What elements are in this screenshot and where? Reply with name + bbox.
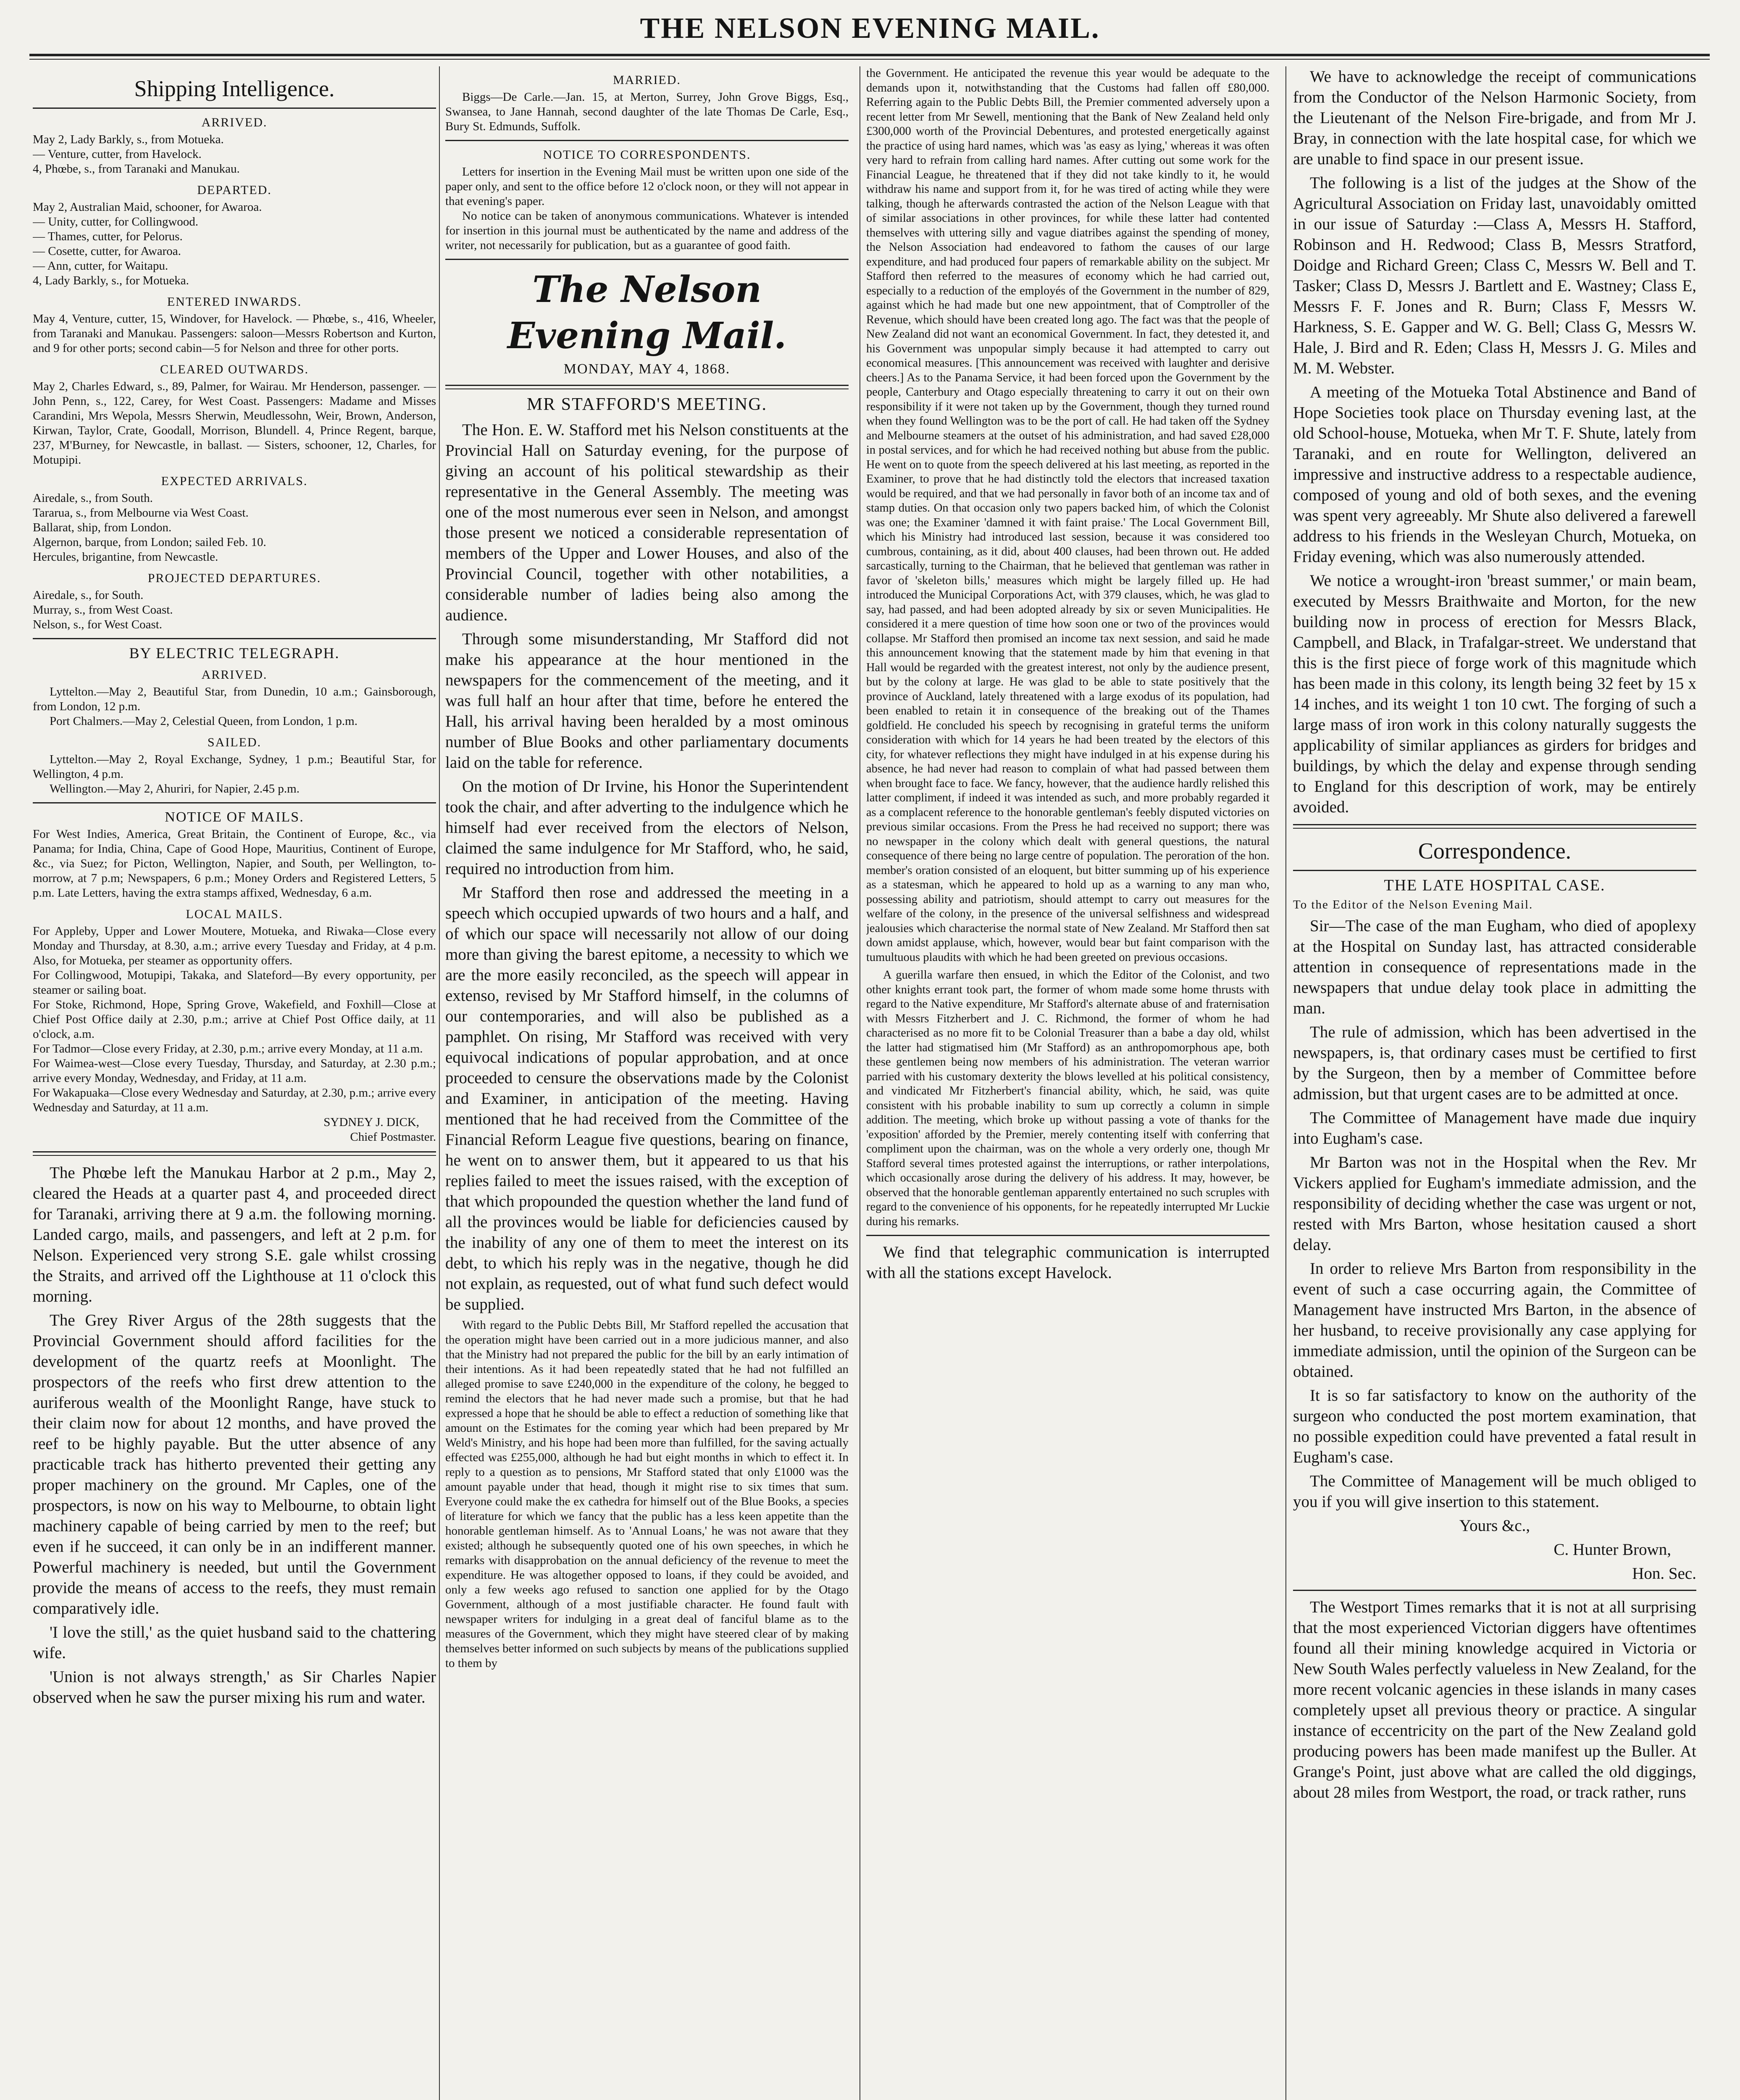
shipping-entry: May 2, Australian Maid, schooner, for Awaroa. [33, 200, 262, 214]
shipping-entry: — Unity, cutter, for Collingwood. [33, 215, 199, 228]
article-paragraph: Through some misunderstanding, Mr Stafford did not make his appearance at the hour mentioned in the newspapers for the commencement of the meeting, and it was full half an hour after that time, before he entered the Hall, his arrival having been heralded by a most ominous number of Blue Books and other parliamentary documents laid on the table for reference. [445, 630, 849, 772]
local-mail-entry: For Tadmor—Close every Friday, at 2.30, p.m.; arrive every Monday, at 11 a.m. [33, 1042, 423, 1055]
departed-heading: DEPARTED. [197, 183, 272, 197]
top-rule-thin [29, 59, 1710, 60]
article-paragraph: The Hon. E. W. Stafford met his Nelson constituents at the Provincial Hall on Saturday evening, for the purpose of giving an account of his political stewardship as their representative in the General Assembly. The meeting was one of the most numerous ever seen in Nelson, and amongst those present we noticed a considerable representation of members of the Upper and Lower Houses, and also of the Provincial Council, together with other notabilities, a considerable number of ladies being also among the audience. [445, 421, 849, 624]
mails-heading: NOTICE OF MAILS. [165, 809, 304, 825]
local-mail-entry: For Collingwood, Motupipi, Takaka, and Slateford—By every opportunity, per steamer or sailing boat. [33, 969, 436, 997]
shipping-entry: Tararua, s., from Melbourne via West Coast. [33, 506, 249, 520]
telegraph-entry: Lyttelton.—May 2, Beautiful Star, from Dunedin, 10 a.m.; Gainsborough, from London, 12 p.m. [33, 685, 436, 713]
correspondents-notice: Letters for insertion in the Evening Mail must be written upon one side of the paper only, and sent to the office before 12 o'clock noon, or they will not appear in that evening's paper. [445, 165, 849, 208]
news-paragraph: We have to acknowledge the receipt of communications from the Conductor of the Nelson Harmonic Society, from the Lieutenant of the Nelson Fire-brigade, and from Mr J. Bray, in connection with the late hospital case, for which we are unable to find space in our present issue. [1293, 68, 1696, 168]
telegraph-entry: Wellington.—May 2, Ahuriri, for Napier, 2.45 p.m. [50, 782, 300, 795]
married-heading: MARRIED. [613, 73, 681, 87]
postmaster-name: SYDNEY J. DICK, [323, 1116, 419, 1129]
shipping-entry: Nelson, s., for West Coast. [33, 618, 163, 631]
shipping-entry: Airedale, s., from South. [33, 491, 153, 505]
shipping-entry: 4, Phœbe, s., from Taranaki and Manukau. [33, 162, 240, 176]
column-1 [33, 66, 436, 2100]
news-paragraph: 'I love the still,' as the quiet husband said to the chattering wife. [33, 1623, 436, 1662]
local-mail-entry: For Wakapuaka—Close every Wednesday and Saturday, at 2.30, p.m.; arrive every Wednesday and Saturday, at 11 a.m. [33, 1086, 436, 1114]
shipping-entry: — Thames, cutter, for Pelorus. [33, 230, 183, 243]
westport-paragraph: The Westport Times remarks that it is not at all surprising that the most experienced Victorian diggers have oftentimes found all their mining knowledge acquired in Victoria or New South Wales perfectly valueless in New Zealand, for the more recent volcanic agencies in these islands in many cases completely upset all previous theory or practice. A singular instance of eccentricity on the part of the New Zealand gold producing powers has been made manifest up the Buller. At Grange's Point, just above what are called the old diggings, about 28 miles from Westport, the road, or track rather, runs [1293, 1598, 1696, 1801]
column-divider [859, 66, 860, 2100]
projected-heading: PROJECTED DEPARTURES. [147, 571, 321, 585]
shipping-entry: May 2, Charles Edward, s., 89, Palmer, for Wairau. Mr Henderson, passenger. — John Penn, s., 122, Carey, for West Coast. Passengers: Madame and Misses Carandini, Mrs Wepola, Messrs Sherwin, Meudlessohn, Weir, Brown, Anderson, Kirwan, Taylor, Crate, Goodall, Morrison, Blundell. 4, Prince Regent, barque, 237, M'Burney, for Newcastle, in ballast. — Sisters, schooner, 12, Charles, for Motupipi. [33, 380, 436, 467]
divider [1293, 824, 1696, 829]
article-paragraph: Mr Stafford then rose and addressed the meeting in a speech which occupied upwards of two hours and a half, and of which our space will necessarily not allow of our doing more than giving the barest epitome, a necessity to which we are the more easily reconciled, as the speech will appear in extenso, revised by Mr Stafford himself, in the columns of our contemporaries, and will also be published as a pamphlet. On rising, Mr Stafford was received with very equivocal indications of popular approbation, and at once proceeded to censure the observations made by the Colonist and Examiner, in anticipation of the meeting. Having mentioned that he had received from the Committee of the Financial Reform League five questions, bearing on finance, he went on to answer them, but it appeared to us that his replies failed to meet the issues raised, with the exception of that which propounded the question whether the land fund of all the provinces would be liable for deficiencies caused by the inability of any one of them to meet the interest on its debt, to which his reply was in the negative, though he did not explain, as requested, out of what fund such defect would be supplied. [445, 884, 849, 1313]
letter-signer: C. Hunter Brown, [1553, 1540, 1671, 1559]
divider [1293, 870, 1696, 871]
column-4 [1293, 66, 1696, 2100]
letter-paragraph: Mr Barton was not in the Hospital when the Rev. Mr Vickers applied for Eugham's immediate admission, and the responsibility of deciding whether the case was urgent or not, rested with Mrs Barton, whose hesitation caused a short delay. [1293, 1153, 1696, 1254]
letter-title: THE LATE HOSPITAL CASE. [1384, 877, 1606, 894]
news-paragraph: We notice a wrought-iron 'breast summer,' or main beam, executed by Messrs Braithwaite and Morton, for the new building now in process of erection for Messrs Black, Campbell, and Black, in Trafalgar-street. We understand that this is the first piece of forge work of this magnitude which has been made in this colony, its length being 32 feet by 15 x 14 inches, and its weight 1 ton 10 cwt. The forging of such a large mass of iron work in this colony naturally suggests the applicability of similar appliances as girders for bridges and buildings, by which the delay and expense through sending to England for this description of work, may be entirely avoided. [1293, 572, 1696, 816]
letter-addressee: To the Editor of the Nelson Evening Mail. [1293, 898, 1533, 911]
shipping-entry: Airedale, s., for South. [33, 588, 144, 602]
letter-paragraph: The Committee of Management will be much obliged to you if you will give insertion to this statement. [1293, 1472, 1696, 1511]
paper-title: The Nelson Evening Mail. [507, 268, 787, 357]
column-3 [866, 66, 1270, 2100]
shipping-entry: Hercules, brigantine, from Newcastle. [33, 550, 218, 564]
shipping-entry: — Venture, cutter, from Havelock. [33, 147, 202, 161]
local-mail-entry: For Waimea-west—Close every Tuesday, Thursday, and Saturday, at 2.30 p.m.; arrive every Monday, Wednesday, and Friday, at 11 a.m. [33, 1057, 436, 1085]
shipping-entry: May 2, Lady Barkly, s., from Motueka. [33, 133, 224, 146]
local-mail-entry: For Stoke, Richmond, Hope, Spring Grove, Wakefield, and Foxhill—Close at Chief Post Office daily at 2.30, p.m.; arrive at Chief Post Office daily, at 11 o'clock, a.m. [33, 998, 436, 1041]
correspondents-heading: NOTICE TO CORRESPONDENTS. [543, 148, 751, 162]
article-headline: MR STAFFORD'S MEETING. [526, 394, 767, 414]
divider [33, 802, 436, 803]
married-notice: Biggs—De Carle.—Jan. 15, at Merton, Surrey, John Grove Biggs, Esq., Swansea, to Jane Hannah, second daughter of the late Thomas De Carle, Esq., Bury St. Edmunds, Suffolk. [445, 90, 849, 133]
column-divider [1285, 66, 1286, 2100]
letter-paragraph: It is so far satisfactory to know on the authority of the surgeon who conducted the post mortem examination, that no possible expedition could have prevented a fatal result in Eugham's case. [1293, 1386, 1696, 1466]
shipping-title: Shipping Intelligence. [134, 76, 335, 101]
divider [866, 1235, 1270, 1236]
shipping-entry: Algernon, barque, from London; sailed Feb. 10. [33, 536, 266, 549]
postmaster-title: Chief Postmaster. [350, 1130, 436, 1144]
article-paragraph: On the motion of Dr Irvine, his Honor the Superintendent took the chair, and after adverting to the indulgence which he himself had ever received from the electors of Nelson, claimed the same indulgence for Mr Stafford, who, he said, required no introduction from him. [445, 777, 849, 878]
local-mail-entry: For Appleby, Upper and Lower Moutere, Motueka, and Riwaka—Close every Monday and Thursday, at 8.30, a.m.; arrive every Tuesday and Friday, at 4 p.m. Also, for Motueka, per steamer as opportunity offers. [33, 924, 436, 967]
divider [445, 259, 849, 260]
telegraph-entry: Port Chalmers.—May 2, Celestial Queen, from London, 1 p.m. [50, 714, 357, 728]
column-divider [439, 66, 440, 2100]
news-paragraph: The Grey River Argus of the 28th suggests that the Provincial Government should afford facilities for the development of the quartz reefs at Moonlight. The prospectors of the reefs who first drew attention to the auriferous wealth of the Moonlight Range, have stuck to their claim now for about 12 months, and have proved the reef to be highly payable. But the utter absence of any practicable track has hitherto prevented their getting any proper machinery on the ground. Mr Caples, one of the prospectors, is now on his way to Melbourne, to obtain light machinery capable of being carried by men to the reef; but even if he succeed, it can only be in an indifferent manner. Powerful machinery is needed, but until the Government provide the means of access to the reefs, they must remain comparatively idle. [33, 1311, 436, 1617]
shipping-entry: 4, Lady Barkly, s., for Motueka. [33, 274, 189, 287]
telegraph-note: We find that telegraphic communication is interrupted with all the stations except Havelock. [866, 1243, 1270, 1282]
expected-heading: EXPECTED ARRIVALS. [161, 474, 308, 488]
article-paragraph-small: A guerilla warfare then ensued, in which the Editor of the Colonist, and two other knights errant took part, the former of whom made some home thrusts with regard to the Native expenditure, Mr Stafford's alternate abuse of and fraternisation with Messrs Fitzherbert and J. C. Richmond, the former of whom he had characterised as no more fit to be Colonial Treasurer than a babe a day old, whilst the latter had stigmatised him (Mr Stafford) as an anthropomorphous ape, both these gentlemen being now members of his administration. The veteran warrior parried with his customary dexterity the blows levelled at his political consistency, and vindicated Mr Fitzherbert's financial ability, which, he said, was quite consistent with his probable inability to sum up correctly a column in simple addition. The meeting, which broke up without passing a vote of thanks for the 'exposition' afforded by the Premier, merely contenting itself with conferring that compliment upon the chairman, was on the whole a very orderly one, though Mr Stafford several times protested against the interruptions, or rather interpolations, which occasionally arose during the delivery of his address. It may, however, be observed that the honorable gentleman apparently entertained no such scruples with regard to the convenience of his opponents, for he repeatedly interrupted Mr Luckie during his remarks. [866, 969, 1270, 1228]
divider [445, 140, 849, 141]
top-rule [29, 54, 1710, 56]
shipping-entry: May 4, Venture, cutter, 15, Windover, for Havelock. — Phœbe, s., 416, Wheeler, from Taranaki and Manukau. Passengers: saloon—Messrs Robertson and Kurton, and 9 for other ports; second cabin—5 for Nelson and three for other ports. [33, 312, 436, 355]
news-paragraph: The Phœbe left the Manukau Harbor at 2 p.m., May 2, cleared the Heads at a quarter past 4, and proceeded direct for Taranaki, arriving there at 9 a.m. the following morning. Landed cargo, mails, and passengers, and left at 2 p.m. for Nelson. Experienced very strong S.E. gale whilst crossing the Straits, and arrived off the Lighthouse at 11 o'clock this morning. [33, 1164, 436, 1305]
correspondents-notice: No notice can be taken of anonymous communications. Whatever is intended for insertion in this journal must be authenticated by the name and address of the writer, not necessarily for publication, but as a guarantee of good faith. [445, 209, 849, 252]
shipping-entry: Ballarat, ship, from London. [33, 521, 172, 534]
divider [33, 638, 436, 639]
letter-paragraph: The Committee of Management have made due inquiry into Eugham's case. [1293, 1108, 1696, 1147]
telegraph-entry: Lyttelton.—May 2, Royal Exchange, Sydney, 1 p.m.; Beautiful Star, for Wellington, 4 p.m. [33, 753, 436, 781]
news-paragraph: The following is a list of the judges at the Show of the Agricultural Association on Friday last, unavoidably omitted in our issue of Saturday :—Class A, Messrs H. Stafford, Robinson and H. Redwood; Class B, Messrs Stratford, Doidge and Richard Green; Class C, Messrs W. Bell and T. Tasker; Class D, Messrs J. Bartlett and E. Wastney; Class E, Messrs F. F. Jones and R. Burn; Class F, Messrs W. Harkness, S. E. Gapper and W. G. Bell; Class G, Messrs W. Hale, J. Bird and R. Eden; Class H, Messrs J. G. Miles and M. M. Webster. [1293, 174, 1696, 377]
arrived-heading: ARRIVED. [201, 116, 268, 129]
letter-paragraph: In order to relieve Mrs Barton from responsibility in the event of such a case occurring again, the Committee of Management have instructed Mrs Barton, in the absence of her husband, to receive provisionally any case applying for immediate admission, until the opinion of the Surgeon can be obtained. [1293, 1259, 1696, 1381]
telegraph-heading: BY ELECTRIC TELEGRAPH. [129, 645, 340, 662]
letter-paragraph: The rule of admission, which has been advertised in the newspapers, is, that ordinary cases must be certified to first by the Surgeon, then by a member of Committee before admission, but that urgent cases are to be admitted at once. [1293, 1023, 1696, 1103]
shipping-entry: — Ann, cutter, for Waitapu. [33, 259, 168, 273]
cleared-heading: CLEARED OUTWARDS. [160, 362, 309, 376]
entered-heading: ENTERED INWARDS. [167, 295, 302, 309]
article-paragraph-small: With regard to the Public Debts Bill, Mr Stafford repelled the accusation that the operation might have been carried out in a more judicious manner, and also that the Ministry had not prepared the public for the bill by an early intimation of their intentions. As it had been repeatedly stated that he had not fulfilled an alleged promise to save £240,000 in the expenditure of the colony, he begged to remind the electors that he had never made such a promise, but that he had expressed a hope that he should be able to effect a reduction of something like that amount on the Estimates for the coming year which had been prepared by Mr Weld's Ministry, and his hope had been more than fulfilled, for the saving actually effected was £255,000, although he had but eight months in which to effect it. In reply to a question as to pensions, Mr Stafford stated that only £1000 was the amount payable under that head, though it might rise to six times that sum. Everyone could make the ex cathedra for himself out of the Blue Books, a species of literature for which we fancy that the public has a less keen appetite than the honorable gentleman himself. As to 'Annual Loans,' he was not aware that they existed; although he subsequently quoted one of his own speeches, in which he remarks with disapprobation on the annual deficiency of the revenue to meet the expenditure. He was altogether opposed to loans, if they could be avoided, and only a few weeks ago refused to sanction one applied for by the Otago Government, although of a most justifiable character. He found fault with newspaper writers for indulging in a great deal of fanciful blame as to the measures of the Government, which they might have steered clear of by making themselves better informed on such subjects by means of the publications supplied to them by [445, 1318, 849, 1670]
divider [33, 108, 436, 109]
letter-paragraph: Sir—The case of the man Eugham, who died of apoplexy at the Hospital on Sunday last, has attracted considerable attention in consequence of representations made in the newspapers that undue delay took place in admitting the man. [1293, 916, 1696, 1017]
divider [33, 1151, 436, 1156]
article-paragraph-small: the Government. He anticipated the revenue this year would be adequate to the demands upon it, notwithstanding that the Customs had fallen off £80,000. Referring again to the Public Debts Bill, the Premier commented adversely upon a recent letter from Mr Sewell, mentioning that the Bank of New Zealand held only £300,000 worth of the Provincial Debentures, and protested energetically against the practice of using hard names, which was 'as easy as lying,' whereas it was often very hard to refrain from calling hard names. After cutting out some work for the Financial League, he threatened that if they did not take kindly to it, he would withdraw his name and support from it, for he was tired of acting while they were talking, though he afterwards contrasted the action of the Nelson League with that of similar associations in other provinces, for while these latter had contented themselves with uttering silly and vague diatribes against the spending of money, the Nelson Association had endeavored to fathom the causes of our large expenditure, and had produced four papers of remarkable ability on the subject. Mr Stafford then referred to the measures of economy which he had carried out, especially to a reduction of the employés of the Government in the number of 829, against which he had made but one new appointment, that of Comptroller of the Revenue, which should have been created long ago. The fact was that the people of New Zealand did not want an economical Government. In fact, they detested it, and his Government was unpopular simply because it had attempted to carry out economical measures. [This announcement was received with laughter and derisive cheers.] As to the Panama Service, it had been forced upon the Government by the people, Canterbury and Otago especially threatening to carry it out on their own responsibility if it were not taken up by the Government, though they turned round when they found Wellington was to be the port of call. He had taken off the Sydney and Melbourne steamers at the outset of his administration, and had saved £28,000 in postal services, and for which he had received nothing but abuse from the public. He went on to quote from the speech delivered at his last meeting, as reported in the Examiner, to prove that he had distinctly told the electors that increased taxation would be required, and that we had personally in favor both of an income tax and of stamp duties. On that occasion only two papers backed him, of which the Colonist was one; the Examiner 'damned it with faint praise.' The Local Government Bill, which his Ministry had introduced last session, because it was considered too cumbrous, containing, as it did, about 400 clauses, had been thrown out. He added sarcastically, turning to the Chairman, that he believed that gentleman was rather in favor of 'skeleton bills,' measures which might be largely filled up. He had introduced the Municipal Corporations Act, with 379 clauses, which, he was glad to say, had passed, and had been adopted already by six or seven Municipalities. He considered it a mere question of time how soon one or two of the provinces would collapse. Mr Stafford then promised an income tax next session, and said he made this announcement knowing that the statement made by him that evening in that Hall would be regarded with the greatest interest, not only by the audience present, but by the colony at large. He was glad to be able to state positively that the province of Auckland, lately threatened with a large exodus of its population, had been enabled to retain it in consequence of the breaking out of the Thames goldfield. He concluded his speech by recognising in grateful terms the uniform consideration with which for 14 years he had been treated by the electors of this city, for whatever reflections they might have indulged in at his expense during his absence, he had never had reason to complain of what had passed between them when brought face to face. We fancy, however, that the audience hardly relished this latter compliment, if indeed it was intended as such, and more probably regarded it as a complacent reference to the honorable gentleman's feebly disputed victories on previous similar occasions. From the Press he had received no support; there was no newspaper in the colony which dealt with general questions, the natural consequence of there being no large centre of population. The peroration of the hon. member's oration consisted of an eloquent, but bitter summing up of his experience as a statesman, which he appeared to hold up as a warning to any man who, possessing ability and patriotism, should attempt to carry out measures for the welfare of the colony, in the presence of the universal selfishness and widespread jealousies which characterise the normal state of New Zealand. Mr Stafford then sat down amidst applause, which, however, would bear but faint comparison with the tumultuous plaudits with which he had been greeted on previous occasions. [866, 67, 1270, 964]
masthead: THE NELSON EVENING MAIL. [640, 12, 1100, 45]
local-mails-heading: LOCAL MAILS. [186, 907, 283, 921]
letter-closing: Yours &c., [1459, 1516, 1530, 1535]
letter-signer-title: Hon. Sec. [1632, 1564, 1696, 1583]
tel-arrived-heading: ARRIVED. [201, 668, 268, 682]
correspondence-title: Correspondence. [1418, 838, 1572, 864]
news-paragraph: A meeting of the Motueka Total Abstinence and Band of Hope Societies took place on Thursday evening last, at the old School-house, Motueka, when Mr T. F. Shute, lately from Taranaki, and en route for Wellington, delivered an impressive and instructive address to a respectable audience, composed of young and old of both sexes, and the evening was spent very agreeably. Mr Shute also delivered a farewell address to his friends in the Wesleyan Church, Motueka, on Friday evening, which was also numerously attended. [1293, 383, 1696, 566]
shipping-entry: — Cosette, cutter, for Awaroa. [33, 244, 181, 258]
news-paragraph: 'Union is not always strength,' as Sir Charles Napier observed when he saw the purser mixing his rum and water. [33, 1668, 436, 1706]
shipping-entry: Murray, s., from West Coast. [33, 603, 173, 617]
column-2 [445, 66, 849, 2100]
issue-date: MONDAY, MAY 4, 1868. [563, 361, 731, 377]
divider [1293, 1590, 1696, 1591]
tel-sailed-heading: SAILED. [207, 735, 262, 749]
mails-text: For West Indies, America, Great Britain, the Continent of Europe, &c., via Panama; for India, China, Cape of Good Hope, Mauritius, Continent of Europe, &c., via Suez; for Picton, Wellington, Napier, and South, per Wellington, to-morrow, at 7 p.m; Newspapers, 6 p.m.; Money Orders and Registered Letters, 5 p.m. Late Letters, having the extra stamps affixed, Wednesday, 6 a.m. [33, 827, 436, 900]
divider [445, 385, 849, 389]
